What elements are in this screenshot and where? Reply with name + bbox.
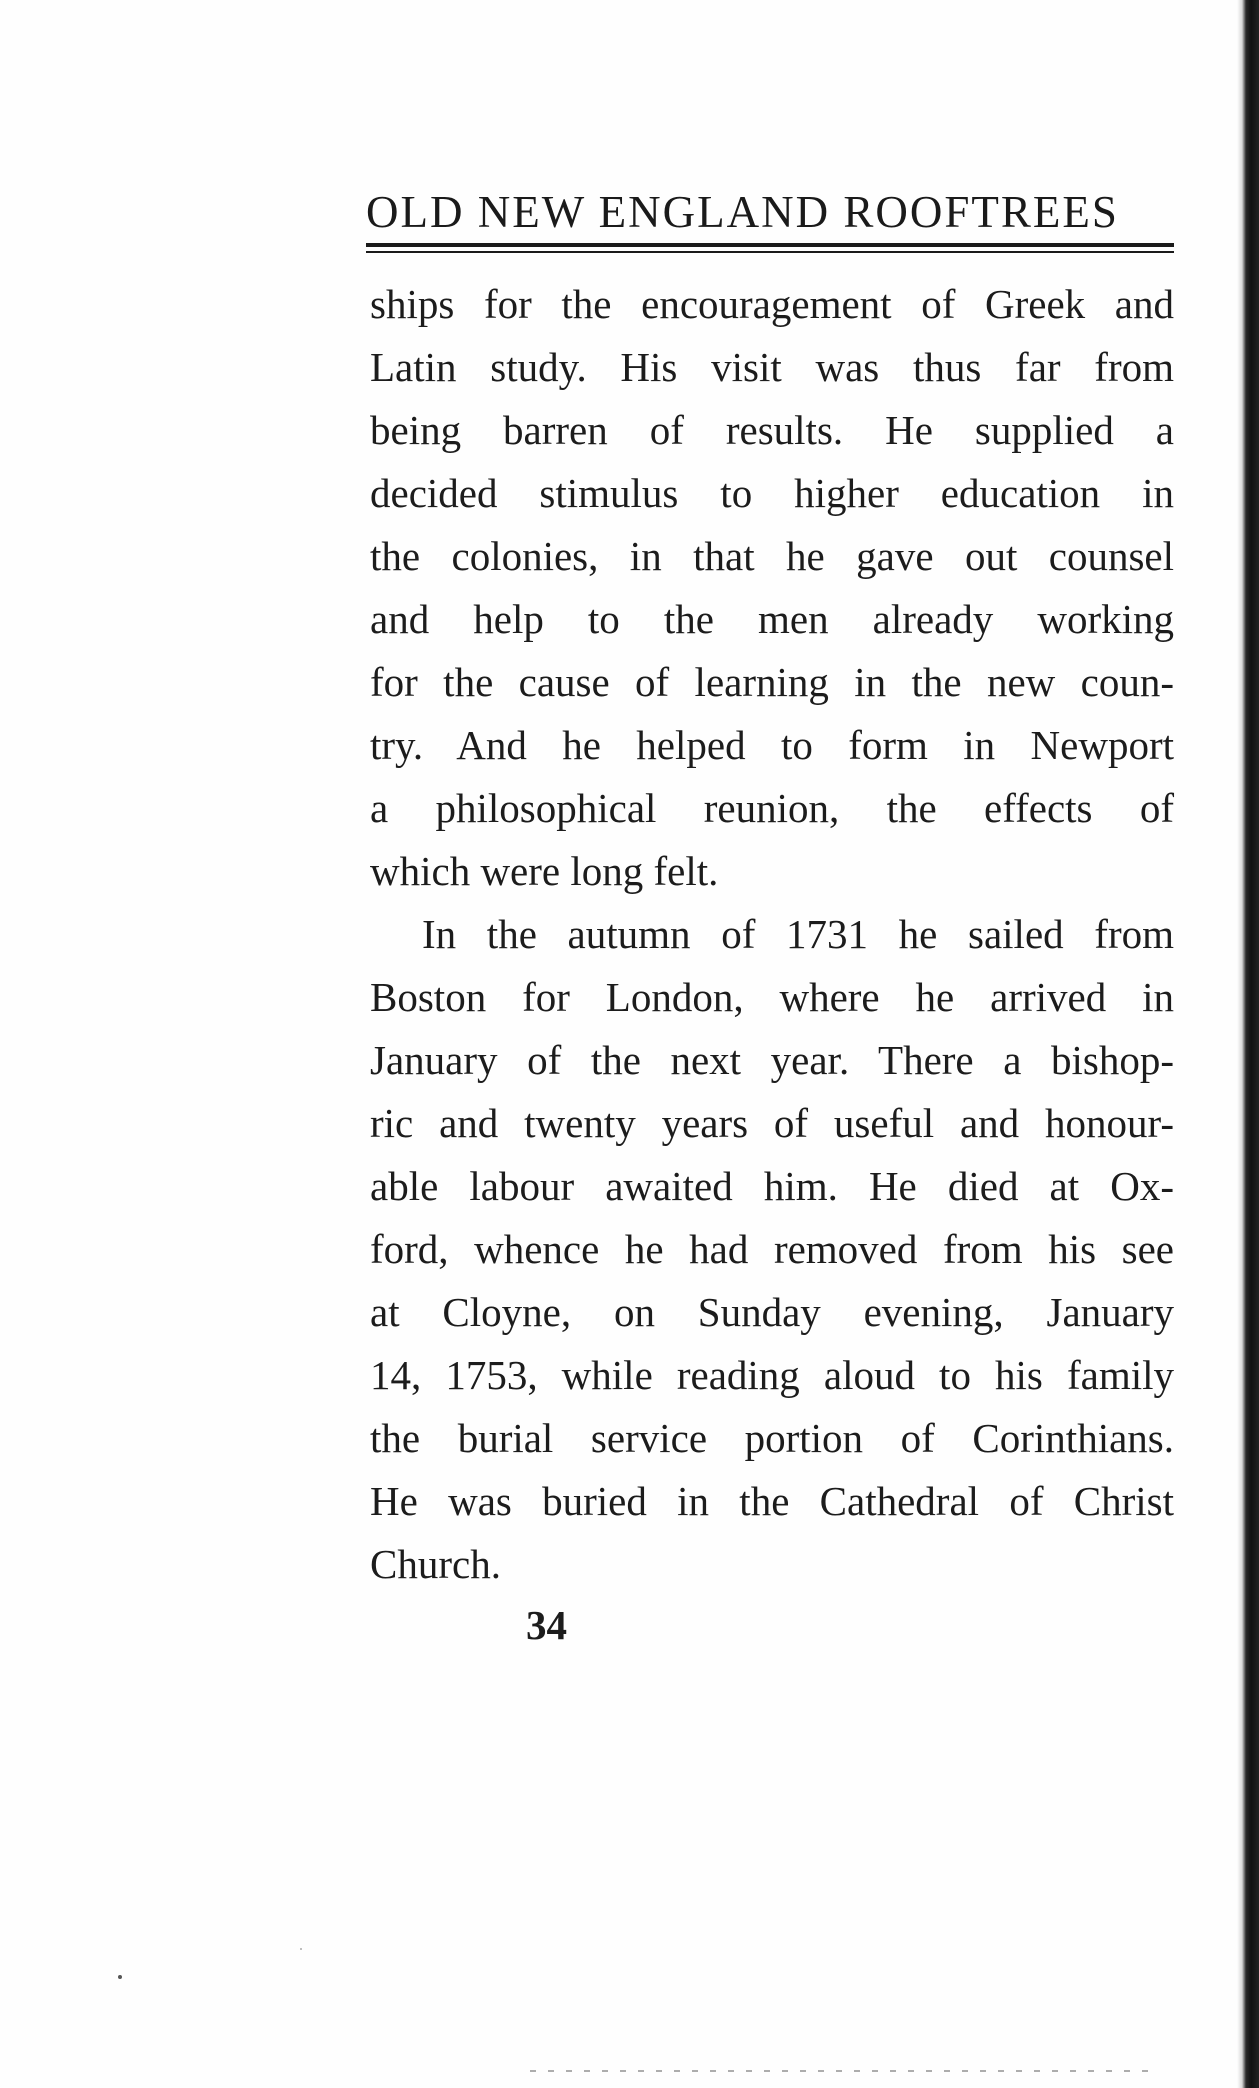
header-rule-thick — [366, 243, 1174, 247]
text-line: ric and twenty years of useful and honour- — [370, 1100, 1174, 1146]
running-head: OLD NEW ENGLAND ROOFTREES — [366, 187, 1119, 237]
text-line: at Cloyne, on Sunday evening, January — [370, 1289, 1174, 1335]
page-number: 34 — [526, 1602, 567, 1648]
text-line: being barren of results. He supplied a — [370, 407, 1174, 453]
body-text — [370, 273, 1174, 1596]
text-line: which were long felt. — [370, 848, 719, 894]
text-line: In the autumn of 1731 he sailed from — [422, 911, 1174, 957]
text-line: 14, 1753, while reading aloud to his family — [370, 1352, 1174, 1398]
text-line: the burial service portion of Corinthians. — [370, 1415, 1174, 1461]
text-line: ford, whence he had removed from his see — [370, 1226, 1174, 1272]
text-line: He was buried in the Cathedral of Christ — [370, 1478, 1174, 1524]
scan-smudge — [530, 2070, 1150, 2072]
text-line: decided stimulus to higher education in — [370, 470, 1174, 516]
text-line: able labour awaited him. He died at Ox- — [370, 1163, 1174, 1209]
text-line: Boston for London, where he arrived in — [370, 974, 1174, 1020]
text-line: and help to the men already working — [370, 596, 1174, 642]
page-binding-edge — [1237, 0, 1259, 2088]
text-line: a philosophical reunion, the effects of — [370, 785, 1174, 831]
text-line: Church. — [370, 1541, 501, 1587]
text-line: for the cause of learning in the new coun- — [370, 659, 1174, 705]
header-rule-thin — [366, 251, 1174, 253]
text-line: ships for the encouragement of Greek and — [370, 281, 1174, 327]
text-line: January of the next year. There a bishop- — [370, 1037, 1174, 1083]
scan-speck — [118, 1975, 122, 1979]
text-line: try. And he helped to form in Newport — [370, 722, 1174, 768]
text-line: Latin study. His visit was thus far from — [370, 344, 1174, 390]
scan-speck — [300, 1948, 302, 1950]
text-line: the colonies, in that he gave out counsel — [370, 533, 1174, 579]
